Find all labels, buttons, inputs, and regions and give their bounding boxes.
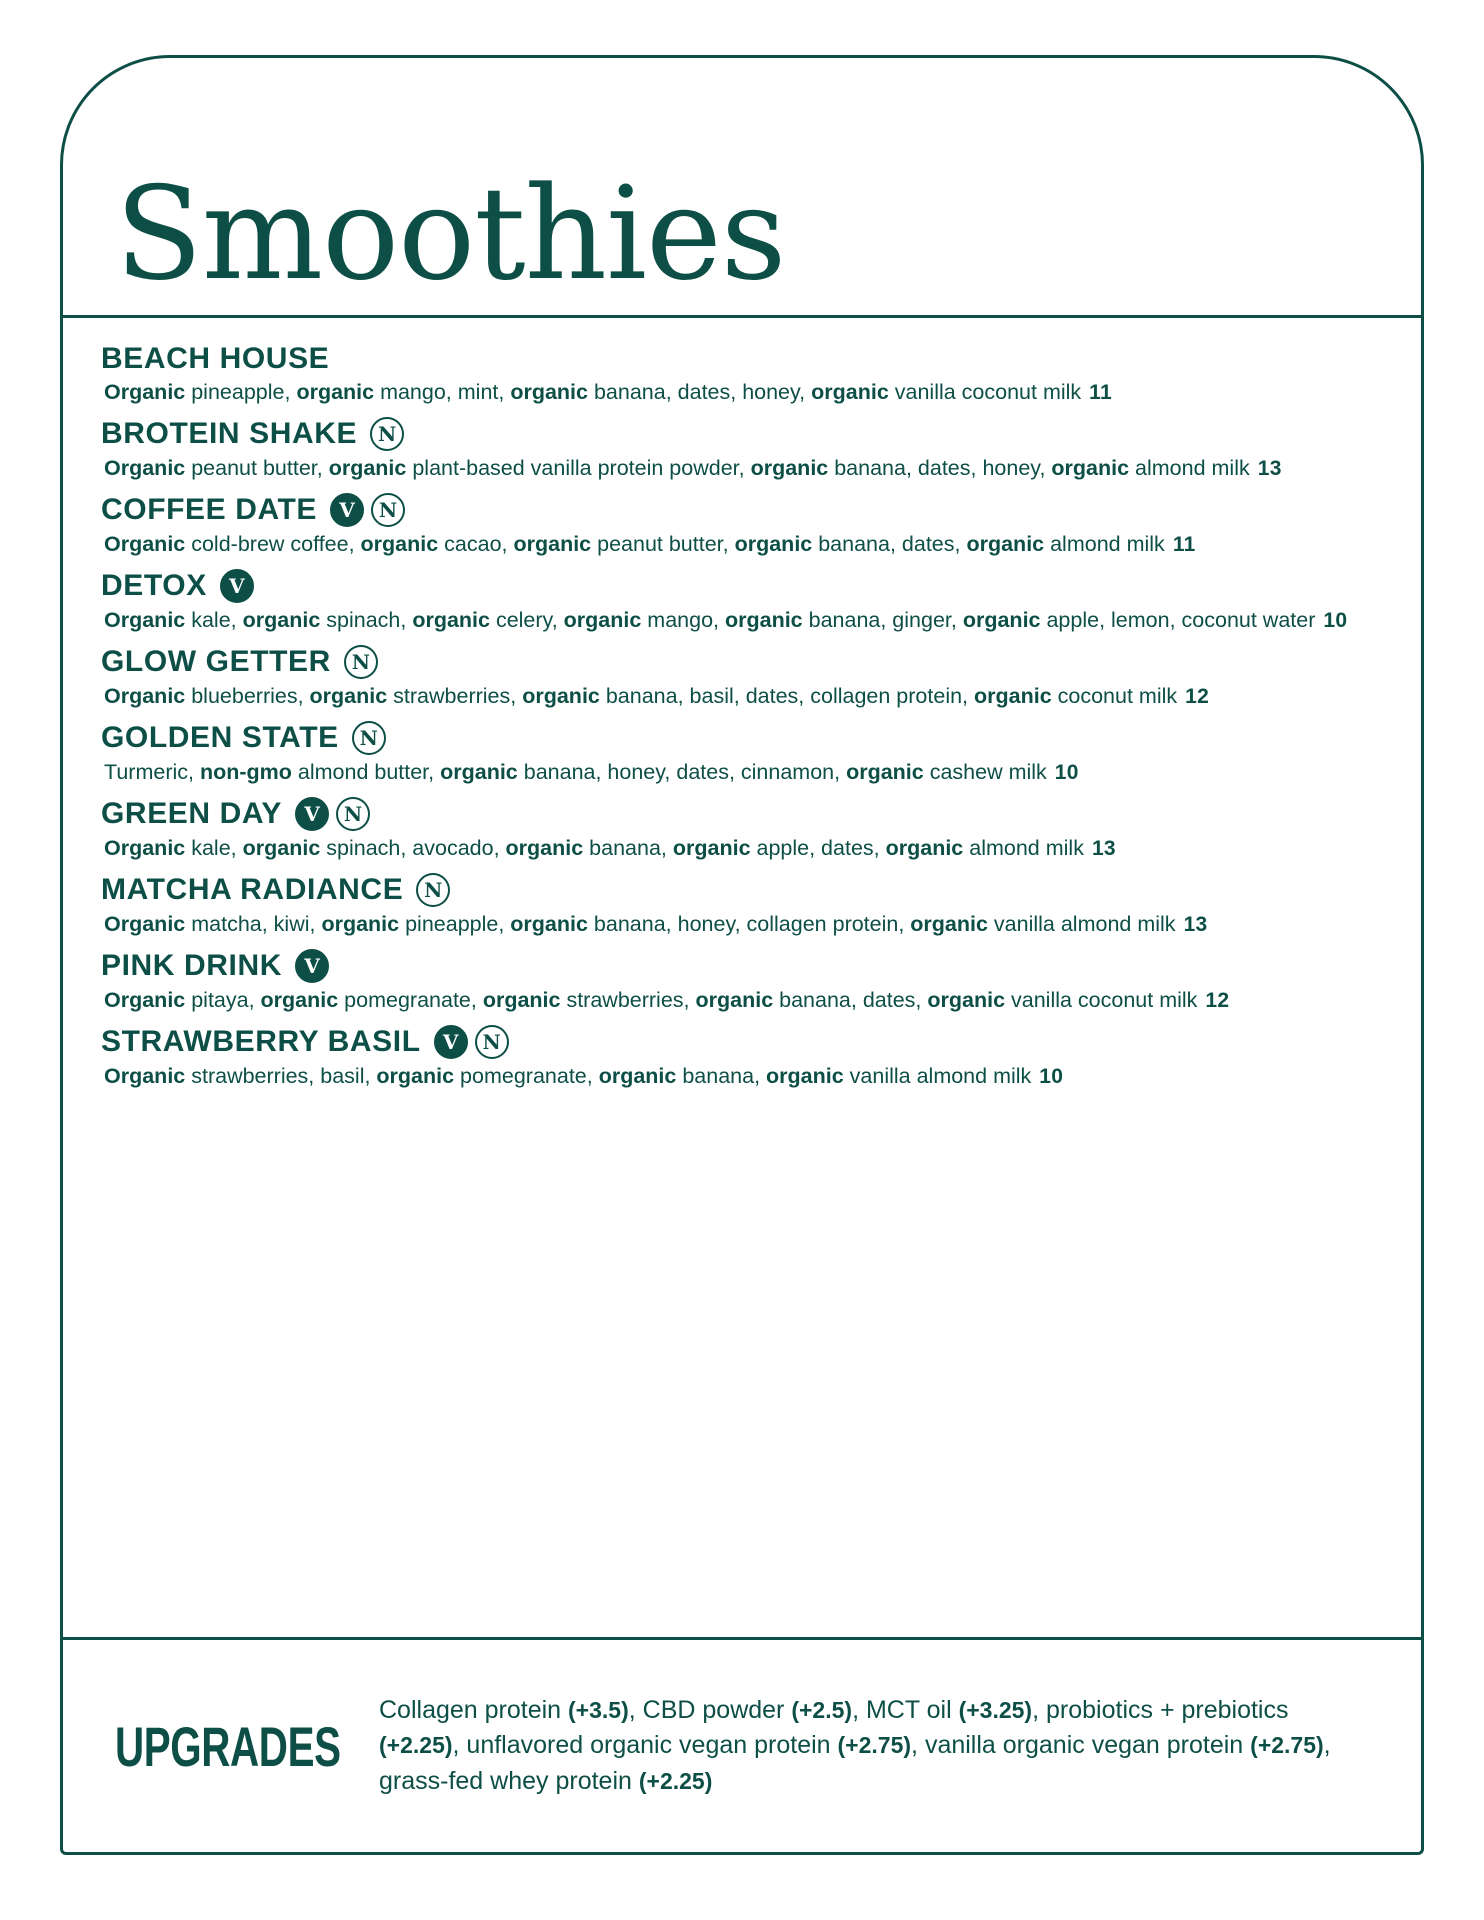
vegan-badge-icon: V <box>220 569 254 603</box>
emphasis-word: Organic <box>104 987 186 1012</box>
dietary-badges <box>295 949 329 983</box>
title-section <box>63 58 1421 318</box>
dietary-badges <box>295 797 370 831</box>
emphasis-word: organic <box>260 987 339 1012</box>
emphasis-word: Organic <box>104 1063 186 1088</box>
emphasis-word: organic <box>766 1063 844 1088</box>
emphasis-word: organic <box>962 607 1041 632</box>
menu-item <box>101 342 1383 408</box>
menu-item-price: 13 <box>1091 836 1116 860</box>
menu-item-header <box>101 569 1383 603</box>
menu-item-header <box>101 645 1383 679</box>
menu-item-price: 10 <box>1054 760 1079 784</box>
upgrade-price: (+2.75) <box>837 1732 912 1759</box>
emphasis-word: organic <box>505 835 584 860</box>
emphasis-word: organic <box>309 683 388 708</box>
menu-item-description: Turmeric, non-gmo almond butter, organic banana, honey, dates, cinnamon, organic cashew milk 10 <box>104 759 1079 784</box>
emphasis-word: organic <box>510 380 588 404</box>
menu-item <box>101 721 1383 788</box>
menu-item-description: Organic pineapple, organic mango, mint, organic banana, dates, honey, organic vanilla coconut milk 11 <box>104 380 1112 404</box>
menu-item-description: Organic blueberries, organic strawberries, organic banana, basil, dates, collagen protein, organic coconut milk 12 <box>104 683 1210 708</box>
menu-item <box>101 645 1383 712</box>
emphasis-word: organic <box>927 987 1006 1012</box>
menu-item-price: 10 <box>1323 608 1348 632</box>
emphasis-word: organic <box>734 531 813 556</box>
dietary-badges <box>220 569 254 603</box>
dietary-badges <box>370 417 404 451</box>
upgrade-price: (+2.5) <box>791 1696 853 1723</box>
emphasis-word: organic <box>376 1063 455 1088</box>
vegan-badge-icon: V <box>295 797 329 831</box>
emphasis-word: organic <box>412 607 490 632</box>
emphasis-word: organic <box>513 531 592 556</box>
emphasis-word: organic <box>966 531 1045 556</box>
emphasis-word: organic <box>598 1063 677 1088</box>
emphasis-word: organic <box>440 759 518 784</box>
dietary-badges <box>330 493 405 527</box>
menu-item-name: STRAWBERRY BASIL <box>101 1025 421 1059</box>
upgrade-price: (+2.75) <box>1250 1732 1324 1759</box>
nuts-badge-icon: N <box>416 873 450 907</box>
emphasis-word: organic <box>510 911 588 936</box>
menu-item-description: Organic kale, organic spinach, organic celery, organic mango, organic banana, ginger, organic apple, lemon, coconut water 10 <box>104 607 1348 632</box>
menu-items-list <box>63 318 1421 1640</box>
emphasis-word: organic <box>811 380 889 404</box>
nuts-badge-icon: N <box>371 493 405 527</box>
emphasis-word: non-gmo <box>199 759 292 784</box>
menu-item-description: Organic pitaya, organic pomegranate, organic strawberries, organic banana, dates, organic vanilla coconut milk 12 <box>104 987 1230 1012</box>
emphasis-word: organic <box>846 759 924 784</box>
upgrades-text: Collagen protein (+3.5), CBD powder (+2.5), MCT oil (+3.25), probiotics + prebiotics (+2.25), unflavored organic vegan protein (+2.75), vanilla organic vegan protein (+2.75), grass-fed whey protein (+2.25) <box>379 1695 1331 1795</box>
menu-item-description: Organic cold-brew coffee, organic cacao, organic peanut butter, organic banana, dates, organic almond milk 11 <box>104 531 1196 556</box>
upgrade-price: (+2.25) <box>379 1732 453 1759</box>
vegan-badge-icon: V <box>330 493 364 527</box>
menu-item-header <box>101 417 1383 451</box>
emphasis-word: organic <box>296 380 375 404</box>
emphasis-word: organic <box>328 455 407 480</box>
menu-item <box>101 949 1383 1016</box>
emphasis-word: organic <box>242 607 321 632</box>
menu-item-name: GOLDEN STATE <box>101 721 339 755</box>
nuts-badge-icon: N <box>336 797 370 831</box>
dietary-badges <box>416 873 450 907</box>
menu-item-header <box>101 949 1383 983</box>
menu-item-name: PINK DRINK <box>101 949 283 983</box>
menu-item-name: BEACH HOUSE <box>101 342 330 375</box>
menu-item-name: MATCHA RADIANCE <box>101 873 404 907</box>
nuts-badge-icon: N <box>475 1025 509 1059</box>
emphasis-word: organic <box>750 455 829 480</box>
upgrades-section <box>63 1640 1421 1852</box>
emphasis-word: organic <box>724 607 803 632</box>
emphasis-word: organic <box>563 607 642 632</box>
menu-item-header <box>101 493 1383 527</box>
menu-item-header <box>101 1025 1383 1059</box>
menu-item-description: Organic kale, organic spinach, avocado, organic banana, organic apple, dates, organic almond milk 13 <box>104 835 1116 860</box>
emphasis-word: organic <box>242 835 321 860</box>
menu-item-header <box>101 342 1383 375</box>
menu-item-price: 12 <box>1185 684 1210 708</box>
emphasis-word: Organic <box>104 607 186 632</box>
emphasis-word: organic <box>522 683 600 708</box>
dietary-badges <box>434 1025 509 1059</box>
menu-item-price: 11 <box>1089 381 1112 404</box>
menu-item-price: 13 <box>1183 912 1208 936</box>
menu-item <box>101 797 1383 864</box>
menu-item-price: 11 <box>1172 532 1196 556</box>
emphasis-word: organic <box>482 987 561 1012</box>
emphasis-word: organic <box>321 911 400 936</box>
emphasis-word: Organic <box>104 531 186 556</box>
menu-item-description: Organic matcha, kiwi, organic pineapple, organic banana, honey, collagen protein, organic vanilla almond milk 13 <box>104 911 1208 936</box>
vegan-badge-icon: V <box>295 949 329 983</box>
menu-item <box>101 493 1383 560</box>
menu-item-header <box>101 797 1383 831</box>
dietary-badges <box>344 645 378 679</box>
upgrades-label: UPGRADES <box>115 1714 341 1778</box>
menu-item <box>101 1025 1383 1092</box>
menu-item-price: 10 <box>1039 1064 1064 1088</box>
menu-item-description: Organic peanut butter, organic plant-based vanilla protein powder, organic banana, dates, honey, organic almond milk 13 <box>104 455 1282 480</box>
emphasis-word: Organic <box>104 683 186 708</box>
menu-item <box>101 569 1383 636</box>
emphasis-word: organic <box>672 835 751 860</box>
menu-item-price: 12 <box>1205 988 1230 1012</box>
emphasis-word: organic <box>695 987 774 1012</box>
emphasis-word: organic <box>910 911 988 936</box>
nuts-badge-icon: N <box>352 721 386 755</box>
upgrade-price: (+3.5) <box>568 1696 629 1723</box>
menu-item-name: COFFEE DATE <box>101 493 318 527</box>
emphasis-word: organic <box>1051 455 1130 480</box>
dietary-badges <box>352 721 386 755</box>
nuts-badge-icon: N <box>344 645 378 679</box>
menu-item-header <box>101 873 1383 907</box>
emphasis-word: organic <box>360 531 439 556</box>
emphasis-word: Organic <box>104 455 186 480</box>
menu-item-header <box>101 721 1383 755</box>
menu-item-price: 13 <box>1257 456 1282 480</box>
menu-item-name: GLOW GETTER <box>101 645 331 679</box>
emphasis-word: organic <box>974 683 1052 708</box>
emphasis-word: Organic <box>104 380 186 404</box>
page-title: Smoothies <box>115 160 786 309</box>
upgrade-price: (+3.25) <box>958 1696 1033 1723</box>
emphasis-word: organic <box>885 835 964 860</box>
menu-frame <box>60 55 1424 1855</box>
menu-item <box>101 417 1383 484</box>
menu-item <box>101 873 1383 940</box>
menu-item-name: DETOX <box>101 569 207 603</box>
emphasis-word: Organic <box>104 835 186 860</box>
nuts-badge-icon: N <box>370 417 404 451</box>
emphasis-word: Organic <box>104 911 186 936</box>
menu-item-name: GREEN DAY <box>101 797 283 831</box>
vegan-badge-icon: V <box>434 1025 468 1059</box>
menu-item-name: BROTEIN SHAKE <box>101 417 358 451</box>
menu-item-description: Organic strawberries, basil, organic pomegranate, organic banana, organic vanilla almond milk 10 <box>104 1063 1064 1088</box>
upgrade-price: (+2.25) <box>638 1767 713 1794</box>
